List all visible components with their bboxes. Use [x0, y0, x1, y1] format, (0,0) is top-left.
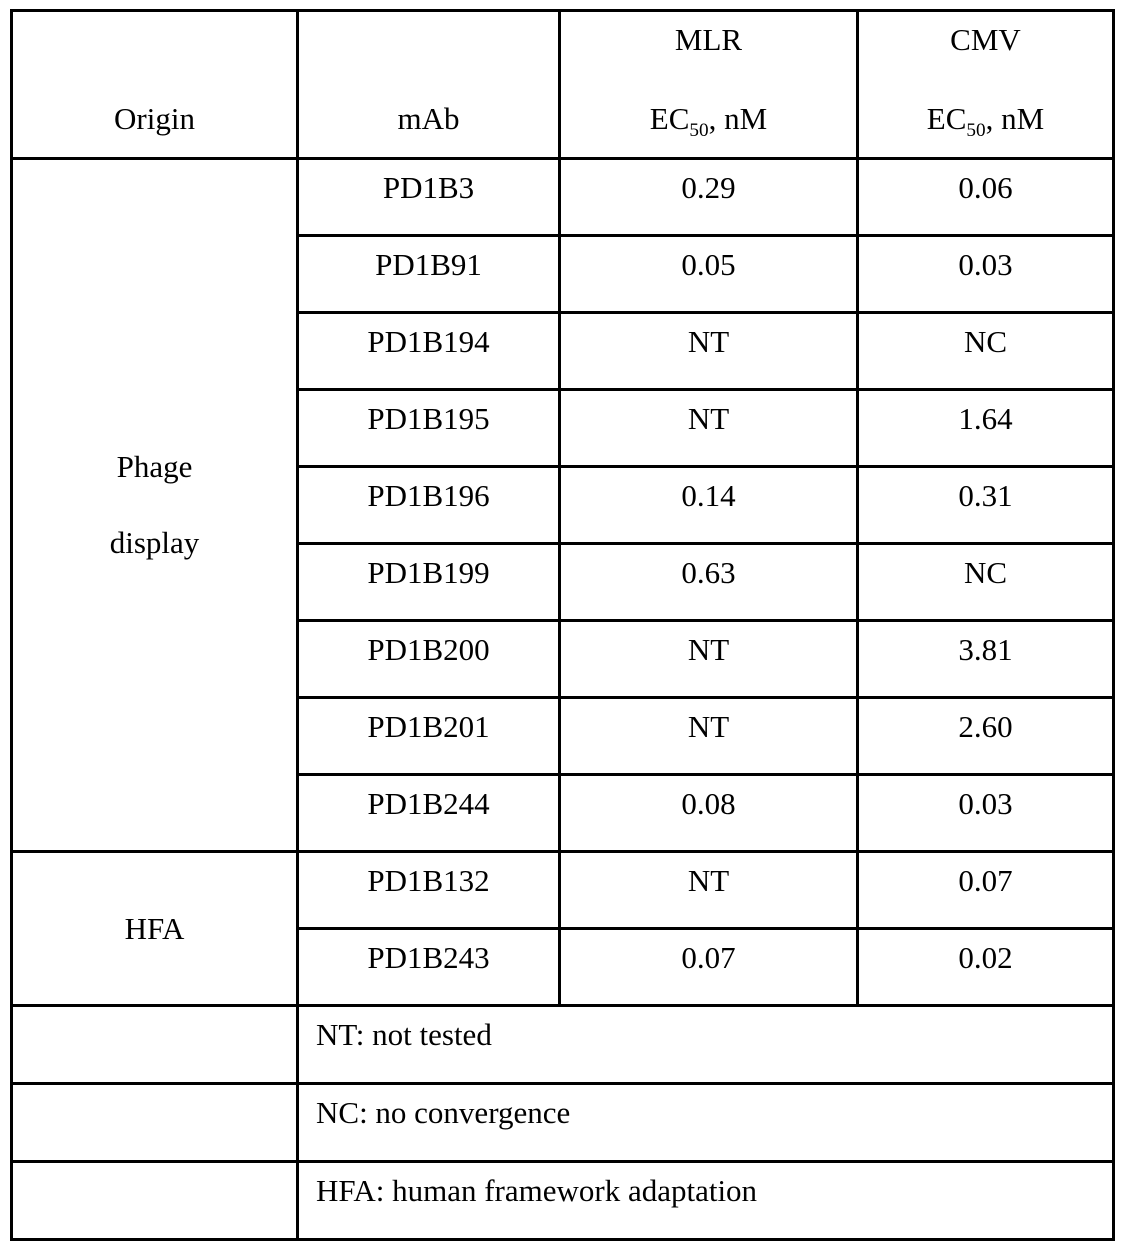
mab-cell: PD1B195	[298, 390, 560, 467]
mab-cell: PD1B201	[298, 698, 560, 775]
mlr-value-cell: 0.07	[560, 929, 858, 1006]
header-mlr-assay-label: MLR	[674, 21, 743, 57]
footnote-origin-empty-cell	[12, 1006, 298, 1084]
footnote-row	[12, 1162, 1114, 1240]
cmv-value-cell: NC	[858, 313, 1114, 390]
mab-cell: PD1B199	[298, 544, 560, 621]
mlr-value-cell: NT	[560, 852, 858, 929]
footnote-row	[12, 1084, 1114, 1162]
mlr-value-cell: 0.08	[560, 775, 858, 852]
footnote-origin-empty-cell	[12, 1162, 298, 1240]
mlr-value-cell: 0.14	[560, 467, 858, 544]
mab-cell: PD1B3	[298, 159, 560, 236]
header-cmv-ec50	[858, 11, 1114, 159]
cmv-value-cell: 0.06	[858, 159, 1114, 236]
cmv-value-cell: 3.81	[858, 621, 1114, 698]
header-row	[12, 11, 1114, 159]
header-mab: mAb	[298, 11, 560, 159]
mlr-value-cell: NT	[560, 621, 858, 698]
origin-cell-hfa: HFA	[12, 852, 298, 1006]
cmv-value-cell: NC	[858, 544, 1114, 621]
mlr-value-cell: 0.05	[560, 236, 858, 313]
footnote-row	[12, 1006, 1114, 1084]
mab-cell: PD1B196	[298, 467, 560, 544]
mlr-value-cell: NT	[560, 313, 858, 390]
footnote-hfa-cell: HFA: human framework adaptation	[298, 1162, 1114, 1240]
header-mlr-ec50	[560, 11, 858, 159]
header-origin: Origin	[12, 11, 298, 159]
footnote-origin-empty-cell	[12, 1084, 298, 1162]
mab-cell: PD1B244	[298, 775, 560, 852]
header-cmv-assay-label: CMV	[950, 21, 1021, 57]
cmv-value-cell: 0.31	[858, 467, 1114, 544]
header-cmv-unit-label: $EC_{50}$, nM	[926, 101, 1045, 142]
origin-cell-phage-display: Phage display	[12, 159, 298, 852]
mlr-value-cell: NT	[560, 698, 858, 775]
mlr-value-cell: 0.63	[560, 544, 858, 621]
header-mlr-unit-label: $EC_{50}$, nM	[649, 101, 768, 142]
table-row	[12, 159, 1114, 236]
footnote-nt-cell: NT: not tested	[298, 1006, 1114, 1084]
mab-cell: PD1B91	[298, 236, 560, 313]
cmv-value-cell: 2.60	[858, 698, 1114, 775]
mlr-value-cell: NT	[560, 390, 858, 467]
mlr-value-cell: 0.29	[560, 159, 858, 236]
cmv-value-cell: 0.03	[858, 775, 1114, 852]
cmv-value-cell: 0.07	[858, 852, 1114, 929]
cmv-value-cell: 0.03	[858, 236, 1114, 313]
ec50-table	[10, 9, 1115, 1241]
cmv-value-cell: 0.02	[858, 929, 1114, 1006]
cmv-value-cell: 1.64	[858, 390, 1114, 467]
mab-cell: PD1B132	[298, 852, 560, 929]
mab-cell: PD1B243	[298, 929, 560, 1006]
footnote-nc-cell: NC: no convergence	[298, 1084, 1114, 1162]
table-row	[12, 852, 1114, 929]
mab-cell: PD1B200	[298, 621, 560, 698]
mab-cell: PD1B194	[298, 313, 560, 390]
